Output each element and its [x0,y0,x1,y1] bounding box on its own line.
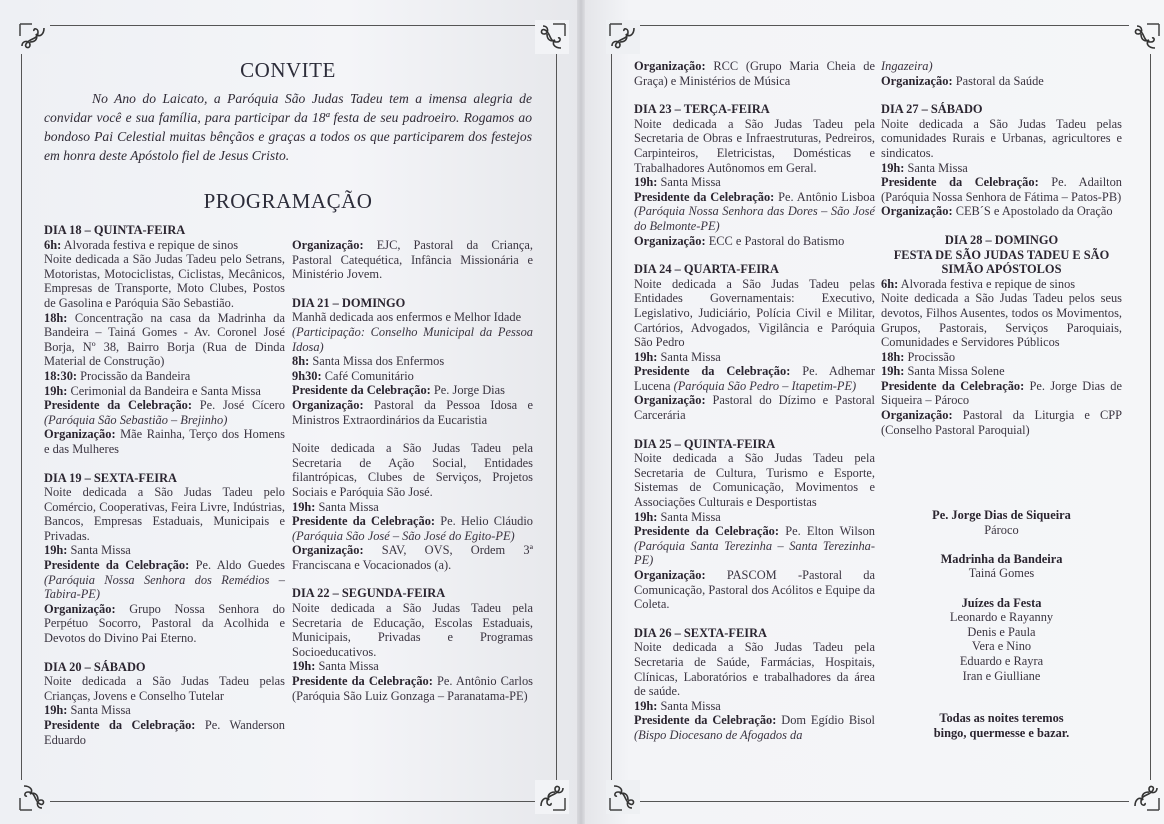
corner-ornament-icon [535,20,569,54]
line-text: Pe. Jorge Dias [433,383,505,398]
line-label: Organização: [634,233,706,248]
day-heading: DIA 21 – DOMINGO [292,295,406,310]
day-block [881,233,1122,437]
line-text: Santa Missa [70,543,131,558]
schedule-line [634,350,875,365]
day-heading: DIA 22 – SEGUNDA-FEIRA [292,586,446,601]
schedule-line [292,383,533,398]
line-label: Presidente da Celebração: [44,558,190,573]
line-text: Pe. Jorge Dias de Siqueira – Pároco [881,378,1122,408]
line-text: Noite dedicada a São Judas Tadeu pelas Entidades Governamentais: Executivo, Legislativo, Judiciário, Polícia Civil e Militar, Cartórios, Advogados, Vigilância e Paróquia São Pedro [634,276,875,350]
day-block [634,102,875,248]
schedule-line [292,398,533,427]
day-heading: DIA 19 – SEXTA-FEIRA [44,470,177,485]
schedule-line [44,558,285,602]
day-block [881,59,1122,88]
day-block [634,59,875,88]
line-text: Café Comunitário [324,368,414,383]
credit-title: Juízes da Festa [961,595,1042,610]
day-subheading: FESTA DE SÃO JUDAS TADEU E SÃO SIMÃO APÓSTOLOS [893,247,1110,277]
schedule-line [881,74,1122,89]
schedule-line [292,238,533,282]
schedule-line [44,485,285,543]
line-text: Pe. Adhemar Lucena [634,364,875,393]
day-heading: DIA 26 – SEXTA-FEIRA [634,625,767,640]
schedule-line [881,117,1122,161]
line-text: Santa Missa [660,349,721,364]
schedule-line [634,234,875,249]
line-italic: Ingazeira) [881,59,933,73]
line-label: Presidente da Celebração: [634,189,775,204]
day-heading: DIA 23 – TERÇA-FEIRA [634,102,770,117]
line-label: 19h: [634,349,658,364]
line-text: Pastoral do Dízimo e Pastoral Carcerária [634,393,875,423]
schedule-line [292,514,533,543]
line-text: Santa Missa Solene [907,364,1005,379]
line-text: Pastoral da Pessoa Idosa e Ministros Extraordinários da Eucaristia [292,397,533,427]
line-text: Santa Missa dos Enfermos [312,354,445,369]
line-label: Organização: [44,601,116,616]
schedule-line [634,59,875,88]
schedule-line [44,311,285,369]
day-block [44,223,285,457]
line-label: Presidente da Celebração: [881,175,1039,190]
schedule-line [634,640,875,698]
line-text: ECC e Pastoral do Batismo [708,233,845,248]
line-label: 18:30: [44,368,78,383]
page-fold [577,0,585,824]
schedule-line [634,117,875,175]
line-text: Noite dedicada a São Judas Tadeu pela Secretaria de Cultura, Turismo e Esporte, Sistemas de Comunicação, Movimentos e Associações Culturais e Desportistas [634,451,875,510]
line-text: Alvorada festiva e repique de sinos [900,276,1076,291]
schedule-line [881,408,1122,437]
line-text: Dom Egídio Bisol [781,713,875,728]
line-text: Concentração na casa da Madrinha da Bandeira – Tainá Gomes - Av. Coronel José Borja, Nº 38, Bairro Borja (Rua de Dinda Material de Construção) [44,310,285,369]
line-label: 6h: [881,276,899,291]
line-label: Organização: [634,393,706,408]
line-label: Presidente da Celebração: [634,524,779,539]
corner-ornament-icon [1129,20,1163,54]
schedule-line [634,524,875,568]
convite-title: CONVITE [240,58,336,82]
schedule-line [44,543,285,558]
line-label: 19h: [44,383,68,398]
schedule-line [44,602,285,646]
line-text: Noite dedicada a São Judas Tadeu pelo Setrans, Motoristas, Motociclistas, Ciclistas, Mecânicos, Empresas de Transporte, Moto Clubes, Postos de Gasolina e Paróquia São Sebastião. [44,252,285,310]
day-heading: DIA 20 – SÁBADO [44,659,146,674]
schedule-column-4 [881,59,1122,437]
line-text: Pastoral da Liturgia e CPP (Conselho Pastoral Paroquial) [881,408,1122,437]
schedule-line [292,441,533,499]
credits [881,508,1122,740]
credit-name: Eduardo e Rayra [959,653,1044,668]
line-italic: (Paróquia São Sebastião – Brejinho) [44,412,228,427]
line-text: Procissão da Bandeira [80,368,191,383]
schedule-line [881,350,1122,365]
schedule-line [634,175,875,190]
line-label: 19h: [634,509,658,524]
line-text: Noite dedicada a São Judas Tadeu pela Secretaria de Obras e Infraestruturas, Pedreiros, Carpinteiros, Eletricistas, Domésticas e Trabalhadores Autônomos em Geral. [634,116,875,175]
line-italic: (Bispo Diocesano de Afogados da [634,727,803,742]
day-block [292,441,533,572]
schedule-line [634,713,875,742]
line-label: Presidente da Celebração: [292,514,436,529]
schedule-line [292,601,533,659]
schedule-line [881,364,1122,379]
line-text: Pe. Helio Cláudio [440,514,533,529]
line-text: Santa Missa [660,175,721,190]
corner-ornament-icon [606,20,640,54]
schedule-line [634,190,875,234]
schedule-line [881,291,1122,349]
corner-ornament-icon [1129,780,1163,814]
line-text: EJC, Pastoral da Criança, Pastoral Catequética, Infância Missionária e Ministério Jovem. [292,238,533,282]
day-heading: DIA 25 – QUINTA-FEIRA [634,436,776,451]
line-label: Presidente da Celebração: [44,718,196,732]
schedule-line [292,310,533,325]
line-label: 19h: [44,703,68,718]
line-label: 8h: [292,354,310,369]
programacao-title: PROGRAMAÇÃO [203,189,373,213]
credit-title: Madrinha da Bandeira [940,551,1063,566]
schedule-line [881,379,1122,408]
line-text: Cerimonial da Bandeira e Santa Missa [70,383,261,398]
line-text: Noite dedicada a São Judas Tadeu pela Secretaria de Ação Social, Entidades filantrópicas, Clubes de Serviços, Projetos Sociais e Paróquia São José. [292,441,533,499]
schedule-line [292,354,533,369]
day-block [881,102,1122,219]
line-label: 19h: [634,698,658,713]
line-text: Pe. Wanderson Eduardo [44,718,285,747]
line-text: Noite dedicada a São Judas Tadeu pela Secretaria de Educação, Escolas Estaduais, Municipais, Privadas e Programas Socioeducativos. [292,601,533,659]
credit-group [881,552,1122,581]
schedule-line [44,674,285,703]
schedule-line [634,451,875,509]
line-label: 19h: [881,160,905,175]
line-label: Organização: [634,568,706,582]
line-text: Noite dedicada a São Judas Tadeu pelos seus devotos, Filhos Ausentes, todos os Movimentos, Grupos, Pastorais, Serviços Paroquiais, Comunidades e Servidores Públicos [881,291,1122,350]
line-text: Santa Missa [318,659,379,674]
line-label: Organização: [881,204,953,219]
convite-text: No Ano do Laicato, a Paróquia São Judas Tadeu tem a imensa alegria de convidar você e sua família, para participar da 18ª festa de seu padroeiro. Rogamos ao bondoso Pai Celestial muitas bênçãos e graças a todos os que participarem dos festejos em honra deste Apóstolo fiel de Jesus Cristo. [44,91,532,163]
schedule-line [634,568,875,612]
day-block [292,296,533,427]
schedule-line [634,364,875,393]
line-label: Presidente da Celebração: [292,383,431,398]
line-label: 19h: [881,364,905,379]
schedule-line [292,659,533,674]
line-text: Santa Missa [660,698,721,713]
line-text: Noite dedicada a São Judas Tadeu pelas comunidades Rurais e Urbanas, agricultores e sindicatos. [881,116,1122,160]
schedule-line [44,398,285,427]
line-label: Organização: [292,397,364,412]
line-text: Manhã dedicada aos enfermos e Melhor Idade [292,310,522,325]
credit-name: Iran e Giulliane [962,668,1041,683]
credit-name: Leonardo e Rayanny [949,610,1054,625]
line-text: Pe. Elton Wilson [785,524,875,539]
line-text: Pe. Antônio Lisboa [778,189,875,204]
schedule-line [44,703,285,718]
line-label: Organização: [44,427,116,442]
line-label: 9h30: [292,368,322,383]
schedule-line [44,252,285,310]
credit-name: Vera e Nino [971,639,1032,654]
corner-ornament-icon [535,780,569,814]
corner-ornament-icon [16,20,50,54]
line-label: Presidente da Celebração: [634,713,777,728]
line-italic: (Paróquia São José – São José do Egito-PE) [292,528,515,543]
schedule-line [292,325,533,354]
schedule-line [634,510,875,525]
line-label: 19h: [44,543,68,558]
line-label: Organização: [634,59,706,73]
day-heading: DIA 24 – QUARTA-FEIRA [634,262,779,277]
line-label: Organização: [881,408,953,423]
day-heading: DIA 18 – QUINTA-FEIRA [44,223,186,237]
line-italic: (Paróquia Nossa Senhora das Dores – São José do Belmonte-PE) [634,204,875,233]
line-text: Noite dedicada a São Judas Tadeu pelas Crianças, Jovens e Conselho Tutelar [44,674,285,703]
credit-title: Pe. Jorge Dias de Siqueira [932,508,1071,522]
line-text: Santa Missa [318,499,379,514]
schedule-line [44,238,285,253]
schedule-column-1 [44,223,285,747]
schedule-line [881,277,1122,292]
day-block [634,437,875,612]
schedule-line [44,384,285,399]
corner-ornament-icon [16,780,50,814]
schedule-line [292,674,533,703]
line-text: Procissão [907,349,956,364]
day-block [634,262,875,423]
schedule-line [881,204,1122,219]
line-italic: (Paróquia Santa Terezinha – Santa Terezinha-PE) [634,538,875,568]
schedule-line [44,718,285,747]
line-italic: (Paróquia Nossa Senhora dos Remédios – Tabira-PE) [44,572,285,602]
line-text: Grupo Nossa Senhora do Perpétuo Socorro, Pastoral da Acolhida e Devotos do Divino Pai Eterno. [44,601,285,646]
line-text: CEB´S e Apostolado da Oração [955,204,1113,219]
line-label: 19h: [292,499,316,514]
line-italic: (Paróquia São Pedro – Itapetim-PE) [673,378,857,393]
schedule-line [881,161,1122,176]
line-text: Noite dedicada a São Judas Tadeu pelo Comércio, Cooperativas, Feira Livre, Indústrias, Bancos, Empresas Estaduais, Municipais e Privadas. [44,485,285,543]
schedule-line [44,427,285,456]
line-label: Organização: [292,238,364,252]
schedule-line [292,369,533,384]
schedule-line [881,59,1122,74]
line-text: Pe. Antônio Carlos (Paróquia São Luiz Gonzaga – Paranatama-PE) [292,674,533,703]
line-text: SAV, OVS, Ordem 3ª Franciscana e Vocacionados (a). [292,543,533,572]
line-label: Presidente da Celebração: [881,378,1025,393]
day-block [292,238,533,282]
line-text: PASCOM -Pastoral da Comunicação, Pastoral dos Acólitos e Equipe da Coleta. [634,568,875,612]
line-label: 18h: [44,310,68,325]
line-label: 19h: [292,659,316,674]
line-label: Organização: [881,73,953,88]
corner-ornament-icon [606,780,640,814]
schedule-column-2 [292,238,533,703]
line-text: Alvorada festiva e repique de sinos [63,237,239,252]
credit-group [881,596,1122,684]
schedule-line [292,500,533,515]
day-block [44,660,285,748]
schedule-line [292,543,533,572]
line-text: Pe. José Cícero [199,398,285,413]
day-heading: DIA 28 – DOMINGO [944,232,1059,247]
schedule-line [634,699,875,714]
line-label: Presidente da Celebração: [44,398,193,413]
line-text: Noite dedicada a São Judas Tadeu pela Secretaria de Saúde, Farmácias, Hospitais, Clínicas, Laboratórios e trabalhadores da área de saúde. [634,640,875,699]
line-text: RCC (Grupo Maria Cheia de Graça) e Ministérios de Música [634,59,875,88]
closing-line: bingo, quermesse e bazar. [933,725,1070,740]
schedule-line [634,393,875,422]
credit-group [881,508,1122,537]
line-text: Mãe Rainha, Terço dos Homens e das Mulheres [44,427,285,456]
line-text: Pe. Aldo Guedes [195,558,285,573]
line-text: Pe. Adailton (Paróquia Nossa Senhora de Fátima – Patos-PB) [881,175,1123,204]
line-text: Santa Missa [660,509,721,524]
line-label: Presidente da Celebração: [634,364,791,379]
line-label: 19h: [634,175,658,190]
schedule-line [881,175,1122,204]
closing-note [881,711,1122,740]
line-label: Organização: [292,543,364,558]
credit-name: Denis e Paula [967,624,1036,639]
line-label: 18h: [881,349,905,364]
schedule-line [44,369,285,384]
day-block [44,471,285,646]
schedule-line [634,277,875,350]
credit-name: Pároco [984,522,1019,537]
line-text: Santa Missa [70,703,131,718]
day-block [292,586,533,703]
line-label: 6h: [44,237,62,252]
line-text: Santa Missa [907,160,968,175]
day-block [634,626,875,743]
day-heading: DIA 27 – SÁBADO [881,102,983,117]
schedule-column-3 [634,59,875,743]
line-label: Presidente da Celebração: [292,674,433,689]
credit-name: Tainá Gomes [968,566,1035,581]
line-italic: (Participação: Conselho Municipal da Pessoa Idosa) [292,324,533,354]
line-text: Pastoral da Saúde [955,73,1044,88]
closing-line: Todas as noites teremos [939,711,1064,726]
